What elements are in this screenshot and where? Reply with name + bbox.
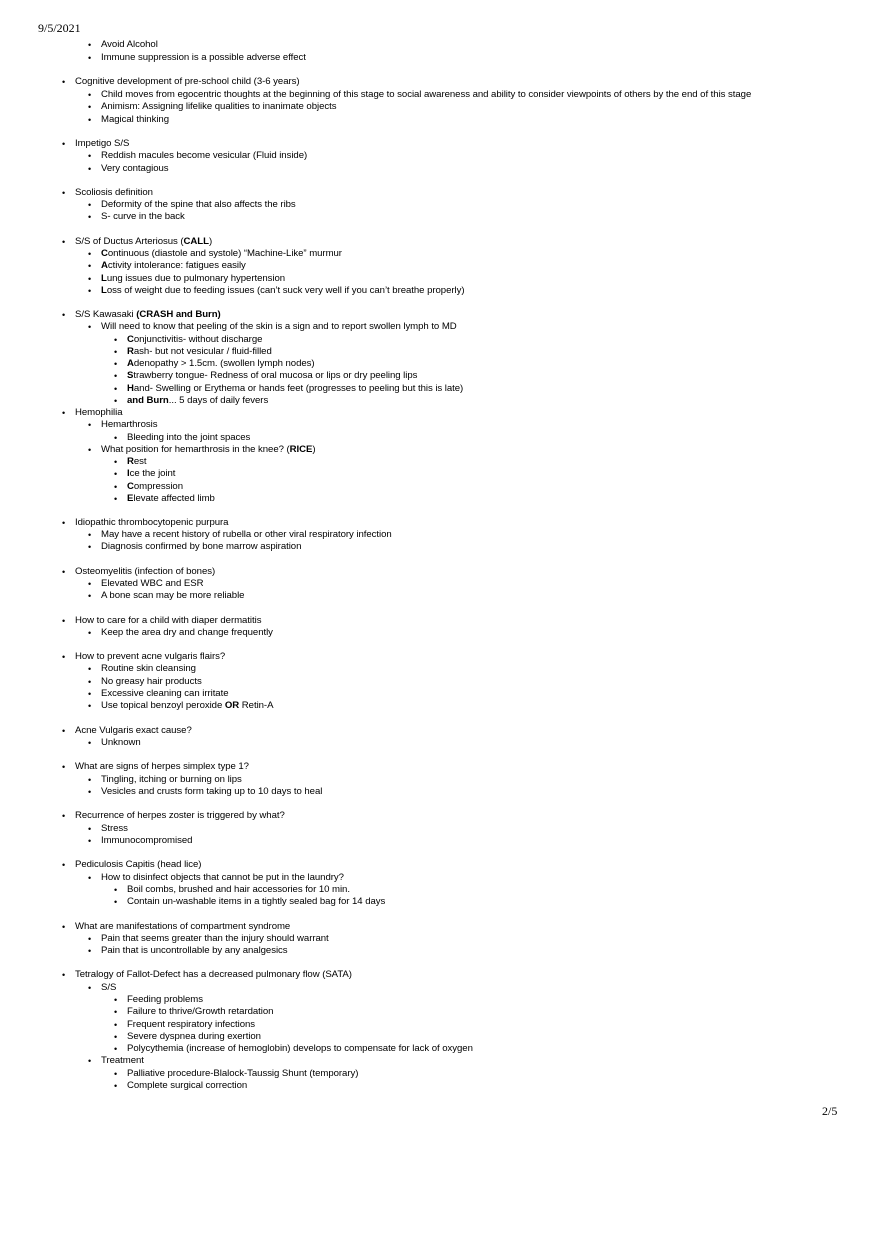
bullet-item-level-1 — [62, 76, 300, 88]
bullet-text-post: and- Swelling or Erythema or hands feet (progresses to peeling but this is late) — [133, 383, 464, 394]
bullet-item-level-2 — [88, 211, 185, 223]
bullet-item-level-3 — [114, 432, 251, 444]
bullet-icon: • — [88, 591, 92, 601]
bullet-item-level-2 — [88, 114, 169, 126]
bullet-icon: • — [88, 40, 92, 50]
bullet-text: Magical thinking — [101, 114, 169, 125]
bullet-icon: • — [88, 115, 92, 125]
bullet-icon: • — [114, 1044, 118, 1054]
bullet-text: Scoliosis definition — [75, 187, 153, 198]
bullet-text: Contain un-washable items in a tightly sealed bag for 14 days — [127, 896, 386, 907]
bullet-icon: • — [114, 396, 118, 406]
bullet-text-bold: OR — [224, 700, 240, 711]
bullet-text-post: ash- but not vesicular / fluid-filled — [133, 346, 272, 357]
bullet-text: Diagnosis confirmed by bone marrow aspiration — [101, 541, 302, 552]
bullet-item-level-2 — [88, 578, 204, 590]
bullet-icon: • — [88, 151, 92, 161]
bullet-text: Animism: Assigning lifelike qualities to inanimate objects — [101, 101, 337, 112]
bullet-text: No greasy hair products — [101, 676, 202, 687]
bullet-item-level-3 — [114, 481, 183, 493]
bullet-item-level-1 — [62, 517, 229, 529]
bullet-text: Polycythemia (increase of hemoglobin) develops to compensate for lack of oxygen — [127, 1043, 473, 1054]
bullet-text-post: trawberry tongue- Redness of oral mucosa or lips or dry peeling lips — [133, 370, 418, 381]
bullet-text-pre: Use topical benzoyl peroxide — [101, 700, 225, 711]
bullet-item-level-2 — [88, 444, 316, 456]
bullet-icon: • — [62, 726, 66, 736]
bullet-item-level-1 — [62, 969, 352, 981]
bullet-item-level-1 — [62, 859, 202, 871]
bullet-text: A bone scan may be more reliable — [101, 590, 245, 601]
bullet-icon: • — [114, 1032, 118, 1042]
bullet-icon: • — [88, 90, 92, 100]
bullet-icon: • — [62, 518, 66, 528]
bullet-icon: • — [62, 970, 66, 980]
bullet-item-level-3 — [114, 456, 147, 468]
bullet-item-level-3 — [114, 370, 418, 382]
bullet-text: What are signs of herpes simplex type 1? — [75, 761, 249, 772]
bullet-text: How to disinfect objects that cannot be put in the laundry? — [101, 872, 344, 883]
bullet-item-level-2 — [88, 163, 169, 175]
bullet-icon: • — [88, 445, 92, 455]
bullet-text-post: ... 5 days of daily fevers — [168, 395, 269, 406]
bullet-text-bold: R — [127, 456, 134, 467]
bullet-item-level-2 — [88, 150, 308, 162]
bullet-text-bold: CALL — [183, 236, 209, 247]
bullet-icon: • — [88, 542, 92, 552]
bullet-icon: • — [114, 469, 118, 479]
bullet-text-post: ontinuous (diastole and systole) “Machine-Like” murmur — [107, 248, 342, 259]
bullet-item-level-2 — [88, 982, 117, 994]
bullet-text: Palliative procedure-Blalock-Taussig Shunt (temporary) — [127, 1068, 359, 1079]
bullet-icon: • — [88, 787, 92, 797]
bullet-text-post: levate affected limb — [133, 493, 215, 504]
bullet-item-level-1 — [62, 187, 153, 199]
bullet-item-level-1 — [62, 725, 192, 737]
bullet-text-post: ctivity intolerance: fatigues easily — [107, 260, 246, 271]
bullet-text-bold: L — [101, 273, 107, 284]
bullet-text: Idiopathic thrombocytopenic purpura — [75, 517, 229, 528]
bullet-item-level-3 — [114, 358, 315, 370]
bullet-item-level-2 — [88, 823, 128, 835]
bullet-icon: • — [114, 1007, 118, 1017]
bullet-text: Failure to thrive/Growth retardation — [127, 1006, 274, 1017]
bullet-text: Will need to know that peeling of the skin is a sign and to report swollen lymph to MD — [101, 321, 457, 332]
bullet-icon: • — [62, 567, 66, 577]
bullet-icon: • — [114, 1020, 118, 1030]
bullet-text-pre: S/S Kawasaki — [75, 309, 137, 320]
bullet-item-level-2 — [88, 260, 246, 272]
bullet-item-level-1 — [62, 407, 123, 419]
bullet-item-level-3 — [114, 1019, 256, 1031]
bullet-text-post: est — [133, 456, 147, 467]
bullet-item-level-2 — [88, 835, 193, 847]
bullet-item-level-2 — [88, 419, 158, 431]
bullet-text: Hemarthrosis — [101, 419, 158, 430]
bullet-icon: • — [114, 995, 118, 1005]
bullet-icon: • — [88, 274, 92, 284]
bullet-text-bold: A — [101, 260, 108, 271]
bullet-item-level-2 — [88, 101, 337, 113]
bullet-text: Bleeding into the joint spaces — [127, 432, 251, 443]
bullet-text-post: oss of weight due to feeding issues (can’t suck very well if you can’t breathe properly) — [106, 285, 465, 296]
bullet-text: How to prevent acne vulgaris flairs? — [75, 651, 226, 662]
bullet-item-level-2 — [88, 199, 296, 211]
bullet-text: Cognitive development of pre-school child (3-6 years) — [75, 76, 300, 87]
bullet-text-post: denopathy > 1.5cm. (swollen lymph nodes) — [133, 358, 315, 369]
bullet-text: Boil combs, brushed and hair accessories for 10 min. — [127, 884, 350, 895]
bullet-icon: • — [88, 212, 92, 222]
bullet-icon: • — [88, 934, 92, 944]
bullet-icon: • — [88, 664, 92, 674]
bullet-item-level-3 — [114, 1080, 248, 1092]
bullet-item-level-3 — [114, 884, 350, 896]
bullet-item-level-2 — [88, 248, 342, 260]
bullet-item-level-2 — [88, 700, 274, 712]
bullet-text-post: ung issues due to pulmonary hypertension — [106, 273, 286, 284]
bullet-icon: • — [114, 433, 118, 443]
bullet-text-post: ) — [208, 236, 213, 247]
bullet-item-level-2 — [88, 627, 273, 639]
bullet-text: Very contagious — [101, 163, 169, 174]
bullet-item-level-1 — [62, 615, 262, 627]
page-number: 2/5 — [822, 1104, 838, 1118]
bullet-text: Tetralogy of Fallot-Defect has a decreased pulmonary flow (SATA) — [75, 969, 352, 980]
bullet-icon: • — [88, 946, 92, 956]
bullet-icon: • — [114, 359, 118, 369]
bullet-item-level-2 — [88, 774, 242, 786]
bullet-text-bold: R — [127, 346, 134, 357]
bullet-text-bold: E — [127, 493, 134, 504]
bullet-text: Child moves from egocentric thoughts at the beginning of this stage to social awareness and ability to consider viewpoints of others by the end of this stage — [101, 89, 752, 100]
bullet-item-level-1 — [62, 921, 291, 933]
bullet-icon: • — [88, 249, 92, 259]
bullet-icon: • — [62, 188, 66, 198]
bullet-text-bold: S — [127, 370, 134, 381]
bullet-text-pre: S/S of Ductus Arteriosus ( — [75, 236, 184, 247]
bullet-icon: • — [62, 616, 66, 626]
bullet-icon: • — [88, 261, 92, 271]
bullet-icon: • — [62, 762, 66, 772]
bullet-text-bold: I — [127, 468, 130, 479]
bullet-text: Keep the area dry and change frequently — [101, 627, 273, 638]
bullet-text: Osteomyelitis (infection of bones) — [75, 566, 216, 577]
bullet-item-level-2 — [88, 933, 329, 945]
bullet-text: Immunocompromised — [101, 835, 193, 846]
bullet-text-bold: A — [127, 358, 134, 369]
bullet-item-level-1 — [62, 810, 285, 822]
bullet-text: S- curve in the back — [101, 211, 185, 222]
bullet-icon: • — [88, 53, 92, 63]
bullet-icon: • — [88, 322, 92, 332]
bullet-text: Treatment — [101, 1055, 144, 1066]
bullet-item-level-3 — [114, 896, 386, 908]
bullet-item-level-2 — [88, 52, 306, 64]
bullet-icon: • — [62, 408, 66, 418]
bullet-icon: • — [114, 384, 118, 394]
bullet-icon: • — [88, 530, 92, 540]
bullet-text: Stress — [101, 823, 128, 834]
bullet-text: Complete surgical correction — [127, 1080, 248, 1091]
bullet-item-level-3 — [114, 383, 464, 395]
bullet-text: Severe dyspnea during exertion — [127, 1031, 261, 1042]
bullet-text-bold: RICE — [289, 444, 313, 455]
bullet-item-level-1 — [62, 566, 216, 578]
bullet-text: Acne Vulgaris exact cause? — [75, 725, 192, 736]
bullet-icon: • — [62, 811, 66, 821]
bullet-text: Pediculosis Capitis (head lice) — [75, 859, 202, 870]
bullet-text: Feeding problems — [127, 994, 203, 1005]
bullet-icon: • — [62, 139, 66, 149]
bullet-icon: • — [88, 738, 92, 748]
bullet-icon: • — [88, 1056, 92, 1066]
bullet-text: May have a recent history of rubella or other viral respiratory infection — [101, 529, 392, 540]
bullet-icon: • — [114, 1069, 118, 1079]
bullet-item-level-2 — [88, 786, 323, 798]
bullet-item-level-1 — [62, 761, 249, 773]
bullet-icon: • — [114, 457, 118, 467]
bullet-icon: • — [114, 482, 118, 492]
bullet-item-level-2 — [88, 321, 457, 333]
bullet-icon: • — [88, 579, 92, 589]
bullet-item-level-2 — [88, 737, 141, 749]
bullet-item-level-3 — [114, 395, 269, 407]
bullet-text: Frequent respiratory infections — [127, 1019, 256, 1030]
bullet-item-level-2 — [88, 39, 158, 51]
bullet-text-post: onjunctivitis- without discharge — [133, 334, 263, 345]
bullet-icon: • — [88, 983, 92, 993]
bullet-icon: • — [114, 335, 118, 345]
bullet-item-level-2 — [88, 663, 196, 675]
bullet-item-level-2 — [88, 688, 229, 700]
bullet-icon: • — [88, 701, 92, 711]
bullet-item-level-1 — [62, 309, 221, 321]
bullet-icon: • — [88, 200, 92, 210]
bullet-text: Elevated WBC and ESR — [101, 578, 204, 589]
bullet-item-level-3 — [114, 493, 215, 505]
bullet-icon: • — [62, 922, 66, 932]
bullet-item-level-3 — [114, 334, 263, 346]
bullet-text-post: ) — [312, 444, 316, 455]
bullet-item-level-3 — [114, 1031, 261, 1043]
bullet-icon: • — [62, 652, 66, 662]
bullet-text: How to care for a child with diaper dermatitis — [75, 615, 262, 626]
bullet-item-level-3 — [114, 346, 272, 358]
bullet-icon: • — [88, 102, 92, 112]
bullet-icon: • — [88, 824, 92, 834]
bullet-text: What are manifestations of compartment syndrome — [75, 921, 291, 932]
bullet-text: S/S — [101, 982, 117, 993]
bullet-icon: • — [88, 628, 92, 638]
bullet-item-level-2 — [88, 590, 245, 602]
bullet-text-bold: C — [127, 334, 134, 345]
bullet-icon: • — [88, 286, 92, 296]
bullet-text: Impetigo S/S — [75, 138, 130, 149]
bullet-text: Immune suppression is a possible adverse effect — [101, 52, 306, 63]
bullet-text: Tingling, itching or burning on lips — [101, 774, 242, 785]
bullet-icon: • — [114, 897, 118, 907]
bullet-text-bold: and Burn — [127, 395, 169, 406]
bullet-icon: • — [88, 164, 92, 174]
bullet-icon: • — [114, 371, 118, 381]
bullet-text-bold: L — [101, 285, 107, 296]
bullet-icon: • — [114, 494, 118, 504]
bullet-item-level-2 — [88, 89, 752, 101]
bullet-text-post: ce the joint — [129, 468, 176, 479]
bullet-text: Pain that is uncontrollable by any analgesics — [101, 945, 288, 956]
bullet-item-level-2 — [88, 529, 392, 541]
bullet-item-level-2 — [88, 285, 465, 297]
bullet-text: Routine skin cleansing — [101, 663, 196, 674]
bullet-text-post: Retin-A — [239, 700, 274, 711]
bullet-icon: • — [114, 1081, 118, 1091]
bullet-icon: • — [62, 860, 66, 870]
bullet-item-level-3 — [114, 994, 203, 1006]
bullet-text: Avoid Alcohol — [101, 39, 158, 50]
bullet-text: Recurrence of herpes zoster is triggered by what? — [75, 810, 285, 821]
bullet-text-bold: C — [101, 248, 108, 259]
bullet-text: Hemophilia — [75, 407, 123, 418]
bullet-item-level-2 — [88, 273, 286, 285]
bullet-item-level-2 — [88, 676, 202, 688]
bullet-item-level-2 — [88, 1055, 144, 1067]
bullet-icon: • — [88, 836, 92, 846]
bullet-text-bold: H — [127, 383, 134, 394]
bullet-item-level-1 — [62, 138, 130, 150]
bullet-item-level-3 — [114, 468, 176, 480]
bullet-text: Reddish macules become vesicular (Fluid inside) — [101, 150, 308, 161]
bullet-item-level-3 — [114, 1043, 473, 1055]
bullet-text: Unknown — [101, 737, 141, 748]
bullet-icon: • — [88, 775, 92, 785]
bullet-item-level-2 — [88, 541, 302, 553]
bullet-icon: • — [62, 237, 66, 247]
bullet-item-level-3 — [114, 1068, 359, 1080]
bullet-text-post: ompression — [133, 481, 183, 492]
bullet-item-level-2 — [88, 945, 288, 957]
bullet-text-bold: C — [127, 481, 134, 492]
bullet-item-level-1 — [62, 236, 213, 248]
bullet-text: Pain that seems greater than the injury should warrant — [101, 933, 329, 944]
bullet-item-level-3 — [114, 1006, 274, 1018]
bullet-text-pre: What position for hemarthrosis in the knee? ( — [101, 444, 290, 455]
header-date: 9/5/2021 — [38, 21, 81, 35]
bullet-item-level-1 — [62, 651, 226, 663]
bullet-text: Excessive cleaning can irritate — [101, 688, 229, 699]
bullet-item-level-2 — [88, 872, 344, 884]
bullet-icon: • — [88, 677, 92, 687]
bullet-icon: • — [114, 885, 118, 895]
bullet-icon: • — [114, 347, 118, 357]
bullet-text-bold: (CRASH and Burn) — [136, 309, 221, 320]
bullet-text: Vesicles and crusts form taking up to 10 days to heal — [101, 786, 323, 797]
bullet-icon: • — [62, 77, 66, 87]
bullet-text: Deformity of the spine that also affects the ribs — [101, 199, 296, 210]
bullet-icon: • — [88, 689, 92, 699]
bullet-icon: • — [88, 420, 92, 430]
bullet-icon: • — [88, 873, 92, 883]
bullet-icon: • — [62, 310, 66, 320]
